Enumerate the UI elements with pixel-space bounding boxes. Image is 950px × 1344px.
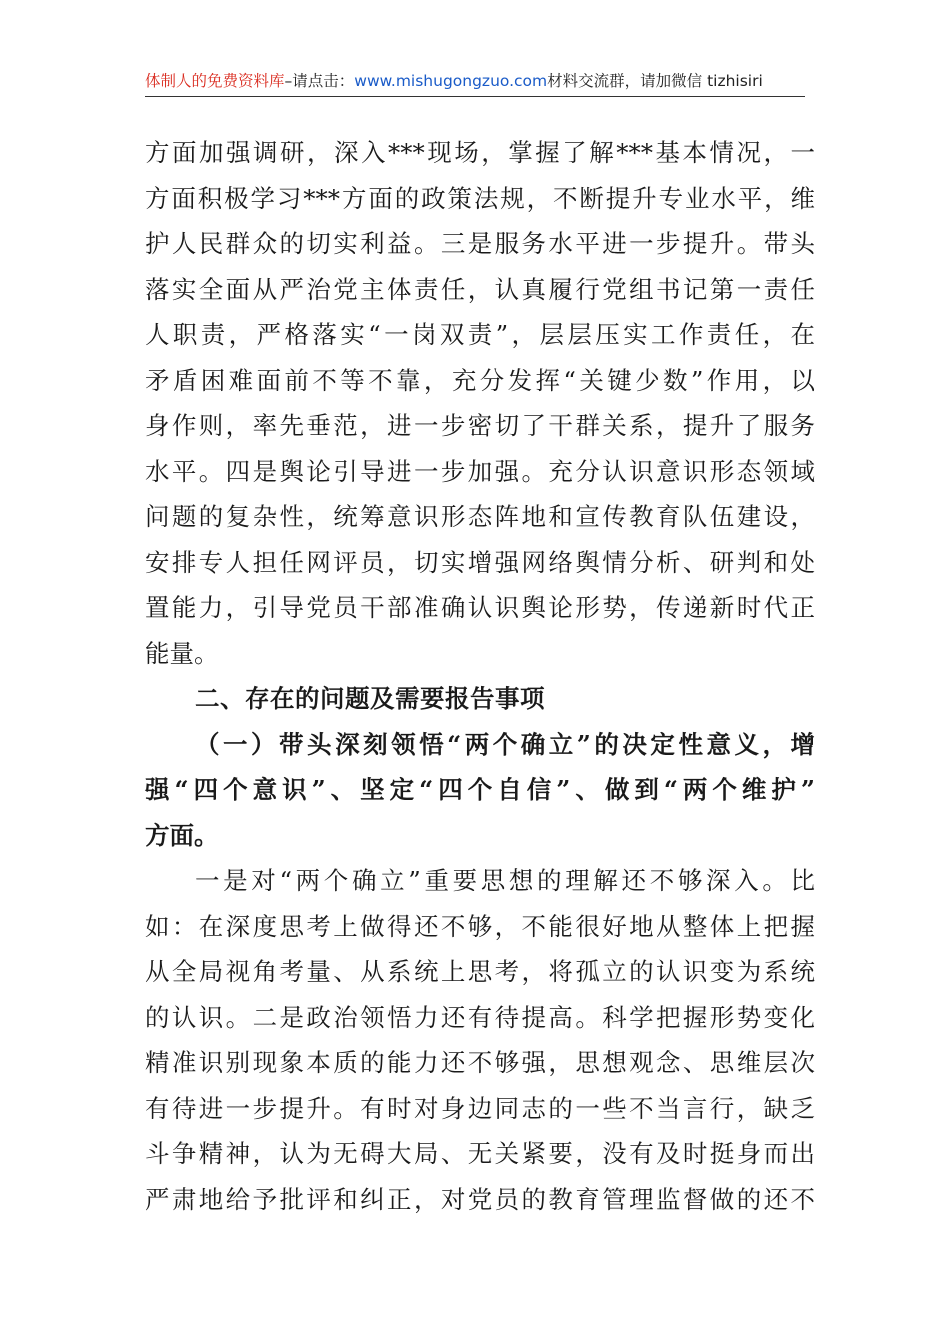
page-header (145, 68, 805, 97)
body-line: 问题的复杂性，统筹意识形态阵地和宣传教育队伍建设， (145, 502, 815, 531)
header-site-name: 体制人的免费资料库 (145, 72, 285, 90)
body-line: 精准识别现象本质的能力还不够强，思想观念、思维层次 (145, 1048, 815, 1077)
body-line: 人职责，严格落实“一岗双责”，层层压实工作责任，在 (145, 320, 815, 349)
body-line: 的认识。二是政治领悟力还有待提高。科学把握形势变化 (145, 1002, 815, 1032)
body-line: 能量。 (145, 638, 219, 668)
body-line: 安排专人担任网评员，切实增强网络舆情分析、研判和处 (145, 547, 815, 577)
body-line: 斗争精神，认为无碍大局、无关紧要，没有及时挺身而出 (145, 1139, 815, 1168)
body-line: 方面积极学习***方面的政策法规，不断提升专业水平，维 (145, 183, 815, 213)
body-line: 有待进一步提升。有时对身边同志的一些不当言行，缺乏 (145, 1093, 815, 1123)
header-url-link[interactable]: www.mishugongzuo.com (354, 72, 548, 90)
body-line: 如：在深度思考上做得还不够，不能很好地从整体上把握 (145, 911, 815, 941)
section-heading: 二、存在的问题及需要报告事项 (195, 684, 545, 713)
body-line: 水平。四是舆论引导进一步加强。充分认识意识形态领域 (145, 456, 815, 486)
body-line: 方面加强调研，深入***现场，掌握了解***基本情况，一 (145, 138, 815, 167)
header-wechat-note: 材料交流群，请加微信 tizhisiri (547, 72, 763, 90)
subsection-title-line: 强“四个意识”、坚定“四个自信”、做到“两个维护” (145, 775, 815, 804)
body-line: 从全局视角考量、从系统上思考，将孤立的认识变为系统 (145, 957, 815, 986)
body-line: 置能力，引导党员干部准确认识舆论形势，传递新时代正 (145, 593, 815, 622)
body-line: 一是对“两个确立”重要思想的理解还不够深入。比 (195, 866, 815, 895)
subsection-title-line: 方面。 (145, 820, 219, 850)
body-line: 护人民群众的切实利益。三是服务水平进一步提升。带头 (145, 229, 815, 258)
body-line: 身作则，率先垂范，进一步密切了干群关系，提升了服务 (145, 411, 815, 440)
body-line: 严肃地给予批评和纠正，对党员的教育管理监督做的还不 (145, 1184, 815, 1214)
subsection-title-line: （一）带头深刻领悟“两个确立”的决定性意义，增 (195, 729, 815, 759)
body-line: 矛盾困难面前不等不靠，充分发挥“关键少数”作用，以 (145, 365, 815, 395)
document-body (145, 130, 815, 1222)
body-line: 落实全面从严治党主体责任，认真履行党组书记第一责任 (145, 274, 815, 304)
header-prompt: –请点击： (284, 72, 355, 90)
